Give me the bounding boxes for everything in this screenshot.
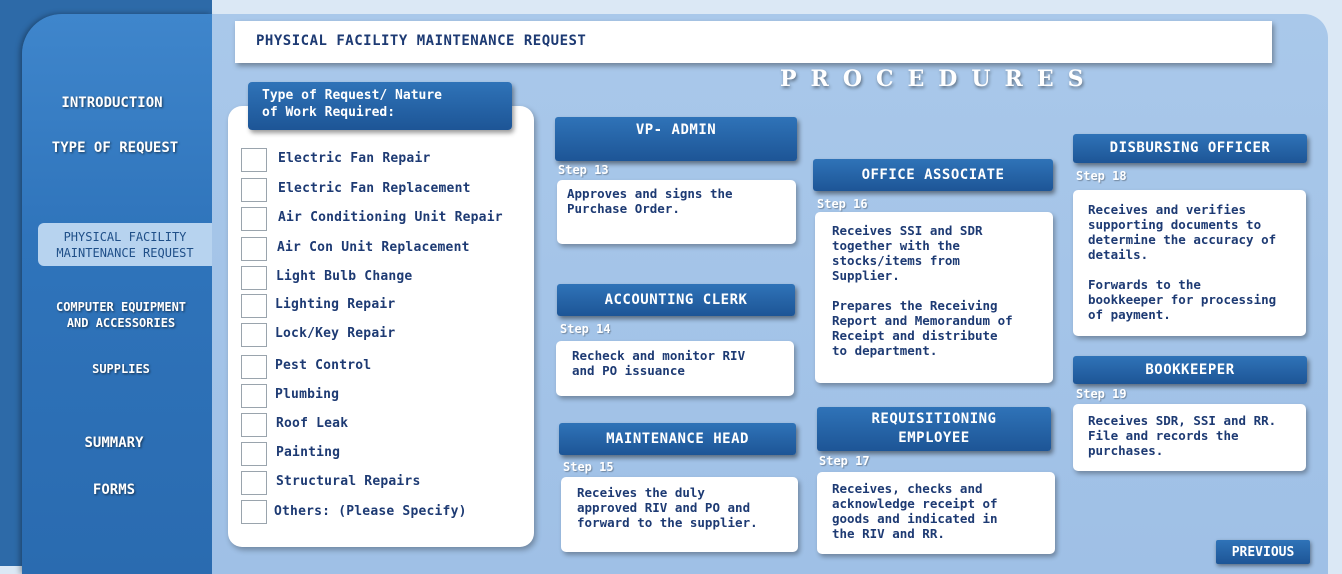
option-label: Roof Leak bbox=[276, 416, 349, 431]
step-description: Receives SSI and SDR together with the stocks/items from Supplier. Prepares the Receiving Report and Memorandum of Receipt and distribute to department. bbox=[832, 223, 1013, 358]
sidebar-item-label: MAINTENANCE REQUEST bbox=[56, 245, 194, 260]
option-label: Air Conditioning Unit Repair bbox=[278, 210, 503, 225]
step-label: Step 13 bbox=[558, 163, 609, 177]
step-description: Recheck and monitor RIV and PO issuance bbox=[572, 348, 746, 378]
sidebar-item-supplies[interactable]: SUPPLIES bbox=[92, 362, 150, 376]
option-label: Light Bulb Change bbox=[276, 269, 413, 284]
option-label: Plumbing bbox=[275, 387, 340, 402]
sidebar-item-forms[interactable]: FORMS bbox=[92, 482, 136, 498]
step-label: Step 18 bbox=[1076, 169, 1127, 183]
request-type-header-line: of Work Required: bbox=[262, 105, 396, 120]
option-label: Pest Control bbox=[275, 358, 372, 373]
role-label: EMPLOYEE bbox=[898, 430, 970, 446]
request-type-header-line: Type of Request/ Nature bbox=[262, 88, 443, 103]
option-label: Structural Repairs bbox=[276, 474, 421, 489]
option-label: Electric Fan Replacement bbox=[278, 181, 471, 196]
step-description: Receives and verifies supporting documents to determine the accuracy of details. Forwards to the bookkeeper for processing of payment. bbox=[1088, 202, 1277, 322]
role-requisitioning-employee bbox=[817, 407, 1051, 451]
step-description: Receives the duly approved RIV and PO and forward to the supplier. bbox=[577, 485, 758, 530]
checkbox-pest-control[interactable] bbox=[241, 355, 267, 379]
role-office-associate: OFFICE ASSOCIATE bbox=[813, 159, 1053, 191]
step-label: Step 16 bbox=[817, 197, 868, 211]
checkbox-plumbing[interactable] bbox=[241, 384, 267, 408]
role-maintenance-head: MAINTENANCE HEAD bbox=[559, 423, 796, 455]
sidebar-item-label: COMPUTER EQUIPMENT bbox=[55, 300, 187, 314]
role-bookkeeper: BOOKKEEPER bbox=[1073, 356, 1307, 384]
sidebar-item-summary[interactable]: SUMMARY bbox=[84, 435, 144, 451]
step-description: Approves and signs the Purchase Order. bbox=[567, 186, 733, 216]
option-label: Others: (Please Specify) bbox=[274, 504, 467, 519]
checkbox-electric-fan-repair[interactable] bbox=[241, 148, 267, 172]
checkbox-electric-fan-replacement[interactable] bbox=[241, 178, 267, 202]
option-label: Lighting Repair bbox=[275, 297, 396, 312]
checkbox-lighting-repair[interactable] bbox=[241, 294, 267, 318]
step-label: Step 19 bbox=[1076, 387, 1127, 401]
sidebar-item-label: AND ACCESSORIES bbox=[66, 316, 176, 330]
step-label: Step 15 bbox=[563, 460, 614, 474]
step-label: Step 17 bbox=[819, 454, 870, 468]
option-label: Lock/Key Repair bbox=[275, 326, 396, 341]
checkbox-others[interactable] bbox=[241, 500, 267, 524]
checkbox-light-bulb-change[interactable] bbox=[241, 266, 267, 290]
request-type-header bbox=[248, 82, 512, 130]
checkbox-aircon-repair[interactable] bbox=[241, 207, 267, 231]
step-label: Step 14 bbox=[560, 322, 611, 336]
sidebar-item-label: PHYSICAL FACILITY bbox=[63, 229, 187, 244]
step-description: Receives, checks and acknowledge receipt of goods and indicated in the RIV and RR. bbox=[832, 481, 998, 541]
sidebar-item-physical-facility[interactable] bbox=[38, 223, 212, 266]
step-description: Receives SDR, SSI and RR. File and records the purchases. bbox=[1088, 413, 1277, 458]
role-vp-admin: VP- ADMIN bbox=[555, 117, 797, 161]
role-label: REQUISITIONING bbox=[871, 411, 997, 427]
previous-button[interactable]: PREVIOUS bbox=[1216, 540, 1310, 564]
checkbox-roof-leak[interactable] bbox=[241, 413, 267, 437]
role-disbursing-officer: DISBURSING OFFICER bbox=[1073, 134, 1307, 163]
role-accounting-clerk: ACCOUNTING CLERK bbox=[557, 284, 795, 316]
option-label: Air Con Unit Replacement bbox=[277, 240, 470, 255]
sidebar-item-computer-equipment[interactable] bbox=[30, 299, 212, 331]
sidebar-item-type-of-request[interactable]: TYPE OF REQUEST bbox=[51, 140, 179, 156]
checkbox-painting[interactable] bbox=[241, 442, 267, 466]
checkbox-aircon-replacement[interactable] bbox=[241, 237, 267, 261]
checkbox-structural-repairs[interactable] bbox=[241, 471, 267, 495]
option-label: Electric Fan Repair bbox=[278, 151, 431, 166]
page-title: PHYSICAL FACILITY MAINTENANCE REQUEST bbox=[256, 33, 587, 49]
sidebar-item-introduction[interactable]: INTRODUCTION bbox=[61, 95, 163, 111]
procedures-heading: PROCEDURES bbox=[780, 66, 1098, 92]
checkbox-lock-key-repair[interactable] bbox=[241, 323, 267, 347]
option-label: Painting bbox=[276, 445, 341, 460]
